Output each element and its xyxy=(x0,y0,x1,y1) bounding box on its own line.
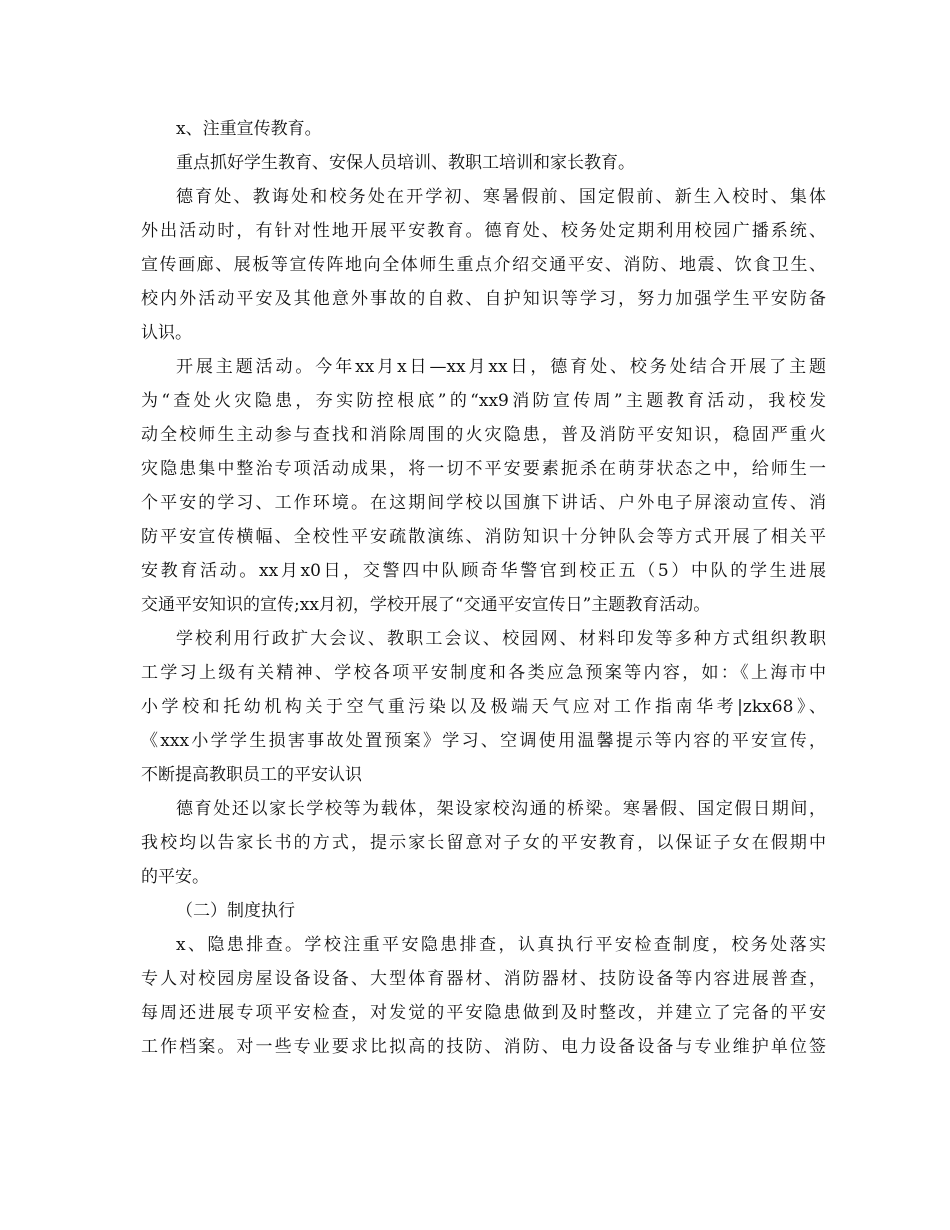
text-line: 小学校和托幼机构关于空气重污染以及极端天气应对工作指南华考|zkx68》、 xyxy=(141,697,827,717)
text-line: 个平安的学习、工作环境。在这期间学校以国旗下讲话、户外电子屏滚动宣传、消 xyxy=(141,493,826,513)
text-line: 认识。 xyxy=(141,323,192,343)
text-line: 的平安。 xyxy=(141,867,209,887)
text-line: 学校利用行政扩大会议、教职工会议、校园网、材料印发等多种方式组织教职 xyxy=(176,629,826,649)
text-line: 交通平安知识的宣传;xx月初，学校开展了“交通平安宣传日”主题教育活动。 xyxy=(141,595,711,615)
text-line: 宣传画廊、展板等宣传阵地向全体师生重点介绍交通平安、消防、地震、饮食卫生、 xyxy=(141,255,826,275)
text-line: 校内外活动平安及其他意外事故的自救、自护知识等学习，努力加强学生平安防备 xyxy=(141,289,826,309)
text-line: 工作档案。对一些专业要求比拟高的技防、消防、电力设备设备与专业维护单位签 xyxy=(141,1037,826,1057)
text-line: 我校均以告家长书的方式，提示家长留意对子女的平安教育，以保证子女在假期中 xyxy=(141,833,826,853)
text-line: 动全校师生主动参与查找和消除周围的火灾隐患，普及消防平安知识，稳固严重火 xyxy=(141,425,826,445)
text-line: 重点抓好学生教育、安保人员培训、教职工培训和家长教育。 xyxy=(176,153,635,173)
text-line: 专人对校园房屋设备设备、大型体育器材、消防器材、技防设备等内容进展普查， xyxy=(141,969,826,989)
text-line: 不断提高教职员工的平安认识 xyxy=(141,765,362,785)
section-heading: （二）制度执行 xyxy=(176,901,295,921)
text-line: x、隐患排查。学校注重平安隐患排查，认真执行平安检查制度，校务处落实 xyxy=(176,935,826,955)
text-line: 开展主题活动。今年xx月x日—xx月xx日，德育处、校务处结合开展了主题 xyxy=(176,357,826,377)
text-line: 灾隐患集中整治专项活动成果，将一切不平安要素扼杀在萌芽状态之中，给师生一 xyxy=(141,459,826,479)
text-line: 德育处、教诲处和校务处在开学初、寒暑假前、国定假前、新生入校时、集体 xyxy=(176,187,826,207)
text-line: 德育处还以家长学校等为载体，架设家校沟通的桥梁。寒暑假、国定假日期间， xyxy=(176,799,826,819)
text-line: 工学习上级有关精神、学校各项平安制度和各类应急预案等内容，如：《上海市中 xyxy=(141,663,826,683)
text-line: 防平安宣传横幅、全校性平安疏散演练、消防知识十分钟队会等方式开展了相关平 xyxy=(141,527,826,547)
text-line: 每周还进展专项平安检查，对发觉的平安隐患做到及时整改，并建立了完备的平安 xyxy=(141,1003,826,1023)
text-line: 为“查处火灾隐患，夯实防控根底”的“xx9消防宣传周”主题教育活动，我校发 xyxy=(141,391,826,411)
text-line: 《xxx小学学生损害事故处置预案》学习、空调使用温馨提示等内容的平安宣传， xyxy=(141,731,826,751)
text-line: 外出活动时，有针对性地开展平安教育。德育处、校务处定期利用校园广播系统、 xyxy=(141,221,826,241)
text-line: x、注重宣传教育。 xyxy=(176,119,322,139)
text-line: 安教育活动。xx月x0日，交警四中队顾奇华警官到校正五（5）中队的学生进展 xyxy=(141,561,826,581)
